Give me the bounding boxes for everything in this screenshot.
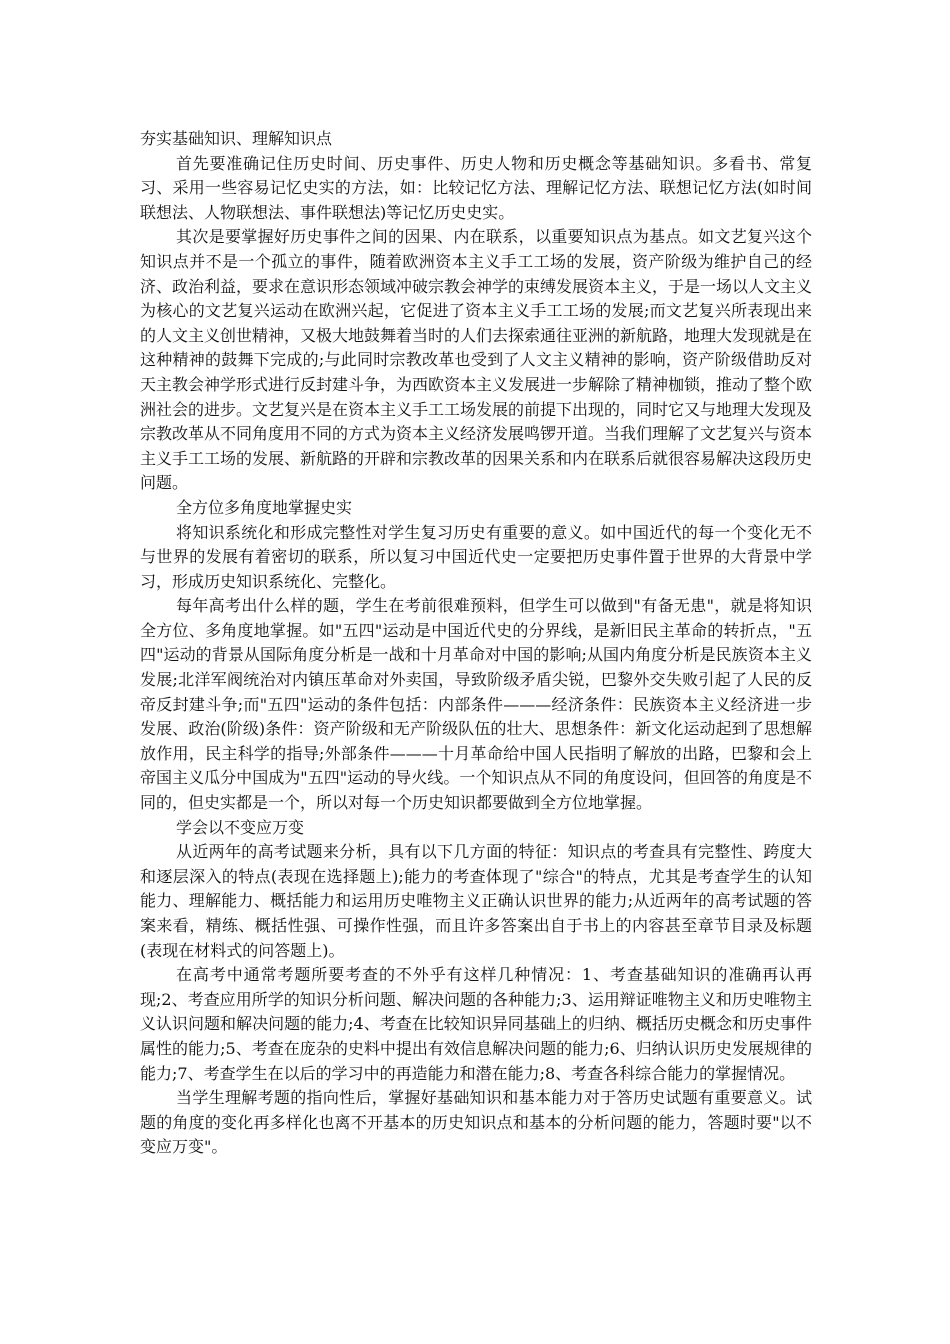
- paragraph: 首先要准确记住历史时间、历史事件、历史人物和历史概念等基础知识。多看书、常复习、采用一些容易记忆史实的方法，如：比较记忆方法、理解记忆方法、联想记忆方法(如时间联想法、人物联想法、事件联想法)等记忆历史史实。: [140, 153, 812, 222]
- document-body: [140, 127, 812, 1160]
- paragraph: 从近两年的高考试题来分析，具有以下几方面的特征：知识点的考查具有完整性、跨度大和逐层深入的特点(表现在选择题上);能力的考查体现了"综合"的特点，尤其是考查学生的认知能力、理解能力、概括能力和运用历史唯物主义正确认识世界的能力;从近两年的高考试题的答案来看，精练、概括性强、可操作性强，而且许多答案出自于书上的内容甚至章节目录及标题(表现在材料式的问答题上)。: [140, 842, 812, 960]
- paragraph: 在高考中通常考题所要考查的不外乎有这样几种情况：1、考查基础知识的准确再认再现;2、考查应用所学的知识分析问题、解决问题的各种能力;3、运用辩证唯物主义和历史唯物主义认识问题和解决问题的能力;4、考查在比较知识异同基础上的归纳、概括历史概念和历史事件属性的能力;5、考查在庞杂的史料中提出有效信息解决问题的能力;6、归纳认识历史发展规律的能力;7、考查学生在以后的学习中的再造能力和潜在能力;8、考查各科综合能力的掌握情况。: [140, 965, 812, 1083]
- paragraph: 其次是要掌握好历史事件之间的因果、内在联系，以重要知识点为基点。如文艺复兴这个知识点并不是一个孤立的事件，随着欧洲资本主义手工工场的发展，资产阶级为维护自己的经济、政治利益，要求在意识形态领域冲破宗教会神学的束缚发展资本主义，于是一场以人文主义为核心的文艺复兴运动在欧洲兴起，它促进了资本主义手工工场的发展;而文艺复兴所表现出来的人文主义创世精神，又极大地鼓舞着当时的人们去探索通往亚洲的新航路，地理大发现就是在这种精神的鼓舞下完成的;与此同时宗教改革也受到了人文主义精神的影响，资产阶级借助反对天主教会神学形式进行反封建斗争，为西欧资本主义发展进一步解除了精神枷锁，推动了整个欧洲社会的进步。文艺复兴是在资本主义手工工场发展的前提下出现的，同时它又与地理大发现及宗教改革从不同角度用不同的方式为资本主义经济发展鸣锣开道。当我们理解了文艺复兴与资本主义手工工场的发展、新航路的开辟和宗教改革的因果关系和内在联系后就很容易解决这段历史问题。: [140, 227, 813, 493]
- section-heading-basics: 夯实基础知识、理解知识点: [140, 129, 333, 148]
- paragraph: 每年高考出什么样的题，学生在考前很难预料，但学生可以做到"有备无患"，就是将知识全方位、多角度地掌握。如"五四"运动是中国近代史的分界线，是新旧民主革命的转折点，"五四"运动的背景从国际角度分析是一战和十月革命对中国的影响;从国内角度分析是民族资本主义发展;北洋军阀统治对内镇压革命对外卖国，导致阶级矛盾尖锐，巴黎外交失败引起了人民的反帝反封建斗争;而"五四"运动的条件包括：内部条件———经济条件：民族资本主义经济进一步发展、政治(阶级)条件：资产阶级和无产阶级队伍的壮大、思想条件：新文化运动起到了思想解放作用，民主科学的指导;外部条件———十月革命给中国人民指明了解放的出路，巴黎和会上帝国主义瓜分中国成为"五四"运动的导火线。一个知识点从不同的角度设问，但回答的角度是不同的，但史实都是一个，所以对每一个历史知识都要做到全方位地掌握。: [140, 596, 812, 813]
- paragraph: 将知识系统化和形成完整性对学生复习历史有重要的意义。如中国近代的每一个变化无不与世界的发展有着密切的联系，所以复习中国近代史一定要把历史事件置于世界的大背景中学习，形成历史知识系统化、完整化。: [140, 522, 812, 591]
- section-heading-all-round: 全方位多角度地掌握史实: [176, 497, 353, 517]
- section-heading-constancy: 学会以不变应万变: [176, 817, 305, 837]
- paragraph: 当学生理解考题的指向性后，掌握好基础知识和基本能力对于答历史试题有重要意义。试题的角度的变化再多样化也离不开基本的历史知识点和基本的分析问题的能力，答题时要"以不变应万变"。: [140, 1088, 812, 1157]
